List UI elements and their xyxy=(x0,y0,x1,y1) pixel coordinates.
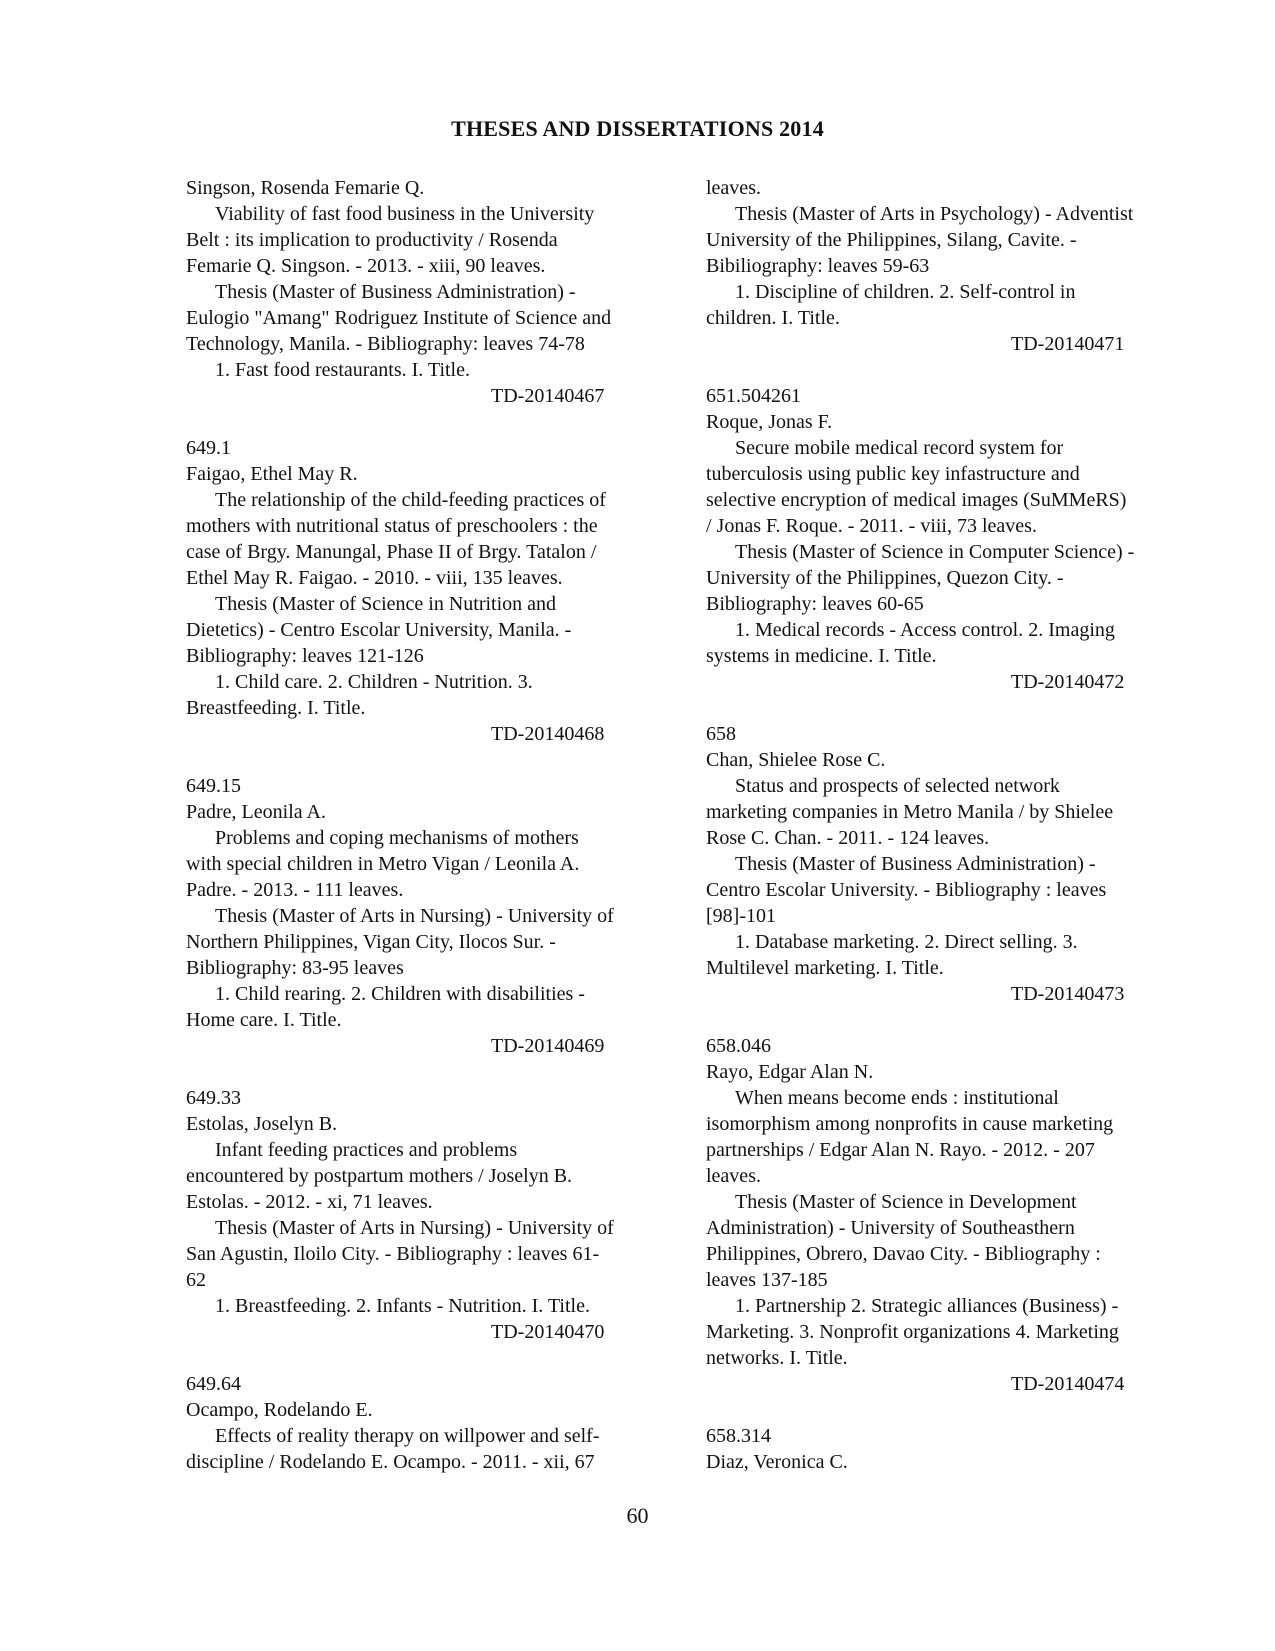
entry-line: marketing companies in Metro Manila / by Shielee xyxy=(706,801,1114,823)
entry-line: Rose C. Chan. - 2011. - 124 leaves. xyxy=(706,827,990,849)
accession-number: TD-20140470 xyxy=(491,1321,605,1343)
page-title: THESES AND DISSERTATIONS 2014 xyxy=(451,116,824,141)
entry-line: Bibliography: leaves 60-65 xyxy=(706,593,924,615)
entry-line: The relationship of the child-feeding practices of xyxy=(215,489,606,511)
entry-line: Viability of fast food business in the University xyxy=(215,203,595,225)
entry-line: Thesis (Master of Arts in Nursing) - University of xyxy=(215,1217,614,1239)
page-number: 60 xyxy=(626,1503,649,1528)
entry-line: Thesis (Master of Business Administration) - xyxy=(215,281,576,303)
entry-spacer xyxy=(186,747,676,773)
entry-line: Administration) - University of Southeasthern xyxy=(706,1217,1075,1239)
accession-number: TD-20140474 xyxy=(1011,1373,1125,1395)
entry-line: Thesis (Master of Science in Development xyxy=(735,1191,1077,1213)
entry-spacer xyxy=(186,1345,676,1371)
entry-line: Thesis (Master of Business Administration) - xyxy=(735,853,1096,875)
entry-line: University of the Philippines, Silang, Cavite. - xyxy=(706,229,1077,251)
entry-line: Northern Philippines, Vigan City, Ilocos Sur. - xyxy=(186,931,556,953)
entry-line: When means become ends : institutional xyxy=(735,1087,1059,1109)
entry-line: 1. Discipline of children. 2. Self-control in xyxy=(735,281,1076,303)
entry-line: 1. Medical records - Access control. 2. Imaging xyxy=(735,619,1115,641)
entry-line: Thesis (Master of Arts in Nursing) - University of xyxy=(215,905,614,927)
entry-line: Thesis (Master of Science in Nutrition and xyxy=(215,593,557,615)
entry-line: Femarie Q. Singson. - 2013. - xiii, 90 leaves. xyxy=(186,255,546,277)
entry-line: Eulogio "Amang" Rodriguez Institute of Science and xyxy=(186,307,612,329)
entry-line: 649.33 xyxy=(186,1087,241,1109)
entry-line: Padre. - 2013. - 111 leaves. xyxy=(186,879,404,901)
right-column xyxy=(706,175,1200,1475)
entry-line: discipline / Rodelando E. Ocampo. - 2011. - xii, 67 xyxy=(186,1451,595,1473)
entry-line: Centro Escolar University. - Bibliography : leaves xyxy=(706,879,1107,901)
accession-number: TD-20140473 xyxy=(1011,983,1125,1005)
entry-line: Rayo, Edgar Alan N. xyxy=(706,1061,874,1083)
entry-line: partnerships / Edgar Alan N. Rayo. - 2012. - 207 xyxy=(706,1139,1095,1161)
entry-line: Thesis (Master of Science in Computer Science) - xyxy=(735,541,1135,563)
entry-line: Padre, Leonila A. xyxy=(186,801,326,823)
entry-line: with special children in Metro Vigan / Leonila A. xyxy=(186,853,580,875)
entry-line: Problems and coping mechanisms of mothers xyxy=(215,827,579,849)
entry-line: case of Brgy. Manungal, Phase II of Brgy. Tatalon / xyxy=(186,541,597,563)
entry-line: 1. Breastfeeding. 2. Infants - Nutrition. I. Title. xyxy=(215,1295,590,1317)
accession-number: TD-20140472 xyxy=(1011,671,1125,693)
entry-spacer xyxy=(706,1397,1200,1423)
entry-line: Thesis (Master of Arts in Psychology) - Adventist xyxy=(735,203,1134,225)
entry-line: Marketing. 3. Nonprofit organizations 4. Marketing xyxy=(706,1321,1119,1343)
entry-line: Technology, Manila. - Bibliography: leaves 74-78 xyxy=(186,333,585,355)
entry-line: isomorphism among nonprofits in cause marketing xyxy=(706,1113,1114,1135)
accession-number: TD-20140471 xyxy=(1011,333,1125,355)
entry-line: 1. Database marketing. 2. Direct selling. 3. xyxy=(735,931,1078,953)
entry-line: 1. Partnership 2. Strategic alliances (Business) - xyxy=(735,1295,1119,1317)
entry-line: Status and prospects of selected network xyxy=(735,775,1060,797)
entry-line: 1. Fast food restaurants. I. Title. xyxy=(215,359,470,381)
entry-line: Bibliography: leaves 121-126 xyxy=(186,645,424,667)
entry-line: Breastfeeding. I. Title. xyxy=(186,697,366,719)
entry-line: children. I. Title. xyxy=(706,307,840,329)
entry-line: mothers with nutritional status of preschoolers : the xyxy=(186,515,598,537)
entry-line: University of the Philippines, Quezon City. - xyxy=(706,567,1064,589)
entry-line: Infant feeding practices and problems xyxy=(215,1139,518,1161)
entry-line: Multilevel marketing. I. Title. xyxy=(706,957,944,979)
entry-line: Estolas. - 2012. - xi, 71 leaves. xyxy=(186,1191,433,1213)
accession-number: TD-20140467 xyxy=(491,385,605,407)
entry-line: Bibliography: 83-95 leaves xyxy=(186,957,404,979)
entry-line: Chan, Shielee Rose C. xyxy=(706,749,886,771)
entry-spacer xyxy=(186,1059,676,1085)
entry-line: encountered by postpartum mothers / Joselyn B. xyxy=(186,1165,573,1187)
entry-line: Roque, Jonas F. xyxy=(706,411,833,433)
accession-number: TD-20140468 xyxy=(491,723,605,745)
entry-line: Home care. I. Title. xyxy=(186,1009,342,1031)
entry-line: Singson, Rosenda Femarie Q. xyxy=(186,177,425,199)
entry-spacer xyxy=(706,695,1200,721)
entry-line: tuberculosis using public key infastructure and xyxy=(706,463,1080,485)
entry-line: Belt : its implication to productivity / Rosenda xyxy=(186,229,558,251)
entry-line: 649.64 xyxy=(186,1373,241,1395)
entry-line: 651.504261 xyxy=(706,385,801,407)
entry-line: leaves 137-185 xyxy=(706,1269,828,1291)
entry-line: Bibiliography: leaves 59-63 xyxy=(706,255,930,277)
left-column xyxy=(186,175,676,1475)
entry-line: leaves. xyxy=(706,1165,761,1187)
entry-spacer xyxy=(186,409,676,435)
entry-line: 649.1 xyxy=(186,437,231,459)
entry-line: 62 xyxy=(186,1269,206,1291)
entry-line: 1. Child care. 2. Children - Nutrition. 3. xyxy=(215,671,533,693)
entry-line: 649.15 xyxy=(186,775,241,797)
entry-line: Estolas, Joselyn B. xyxy=(186,1113,338,1135)
entry-line: systems in medicine. I. Title. xyxy=(706,645,937,667)
entry-line: Dietetics) - Centro Escolar University, Manila. - xyxy=(186,619,572,641)
entry-line: Effects of reality therapy on willpower and self- xyxy=(215,1425,600,1447)
accession-number: TD-20140469 xyxy=(491,1035,605,1057)
entry-line: San Agustin, Iloilo City. - Bibliography : leaves 61- xyxy=(186,1243,600,1265)
entry-line: selective encryption of medical images (SuMMeRS) xyxy=(706,489,1127,511)
entry-line: Diaz, Veronica C. xyxy=(706,1451,848,1473)
entry-line: Ethel May R. Faigao. - 2010. - viii, 135 leaves. xyxy=(186,567,563,589)
entry-line: / Jonas F. Roque. - 2011. - viii, 73 leaves. xyxy=(706,515,1037,537)
entry-spacer xyxy=(706,1007,1200,1033)
entry-line: 658 xyxy=(706,723,736,745)
entry-line: 658.046 xyxy=(706,1035,771,1057)
entry-line: 1. Child rearing. 2. Children with disabilities - xyxy=(215,983,585,1005)
entry-line: Secure mobile medical record system for xyxy=(735,437,1064,459)
entry-line: [98]-101 xyxy=(706,905,776,927)
entry-line: 658.314 xyxy=(706,1425,771,1447)
entry-line: networks. I. Title. xyxy=(706,1347,848,1369)
entry-line: Faigao, Ethel May R. xyxy=(186,463,358,485)
entry-line: Ocampo, Rodelando E. xyxy=(186,1399,373,1421)
entry-line: leaves. xyxy=(706,177,761,199)
entry-spacer xyxy=(706,357,1200,383)
entry-line: Philippines, Obrero, Davao City. - Bibliography : xyxy=(706,1243,1101,1265)
